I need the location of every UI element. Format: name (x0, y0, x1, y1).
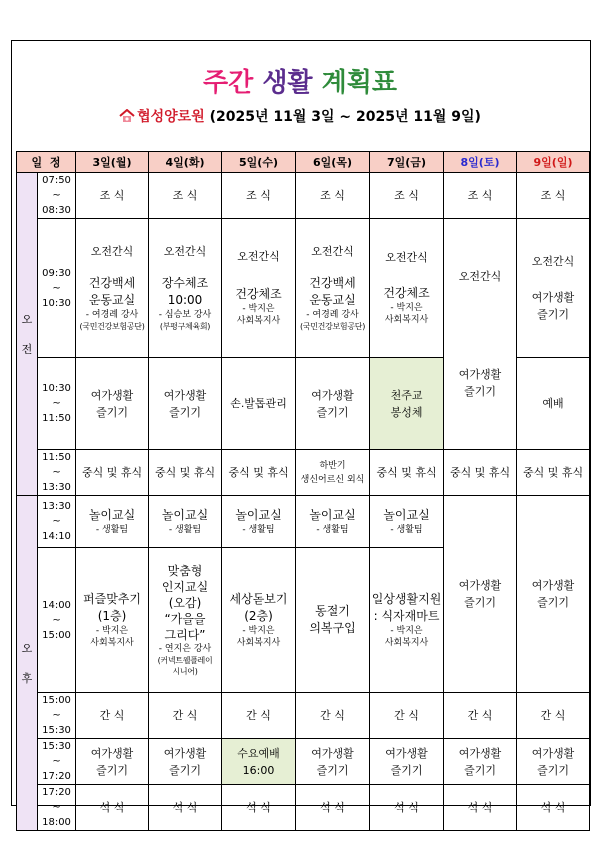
pm-thu-title: 동절기 의복구입 (309, 604, 356, 635)
snack-pm-wed: 간 식 (222, 693, 296, 739)
play-thu-by: - 생활팀 (316, 525, 349, 535)
snack-am-tue: 오전간식 (163, 245, 207, 258)
late-am-tue: 여가생활 즐기기 (149, 358, 222, 450)
pm-sat: 여가생활 즐기기 (444, 496, 517, 693)
pm-wed-title: 세상돋보기 (2층) (229, 592, 288, 623)
time-1500: 15:00 ~ 15:30 (38, 693, 76, 739)
day-header-sat: 8일(토) (444, 152, 517, 173)
am-thu-instructor: - 여경례 강사 (306, 310, 359, 320)
time-1030: 10:30 ~ 11:50 (38, 358, 76, 450)
late-am-wed: 손.발톱관리 (222, 358, 296, 450)
play-wed-title: 놀이교실 (235, 508, 282, 522)
dinner-fri: 석 식 (370, 785, 444, 831)
house-logo-icon (119, 109, 135, 123)
late-am-thu: 여가생활 즐기기 (296, 358, 370, 450)
dinner-mon: 석 식 (76, 785, 149, 831)
snack-am-sat: 오전간식 (458, 269, 502, 283)
period-pm: 오 후 (17, 496, 38, 831)
pm-wed (222, 548, 296, 693)
pm-tue-title: 맞춤형 인지교실 (오감) “가을을 그리다” (161, 564, 209, 642)
pm-tue (149, 548, 222, 693)
pm-mon (76, 548, 149, 693)
eve-sun: 여가생활 즐기기 (517, 739, 590, 785)
eve-fri: 여가생활 즐기기 (370, 739, 444, 785)
play-tue-by: - 생활팀 (168, 525, 202, 535)
play-fri-title: 놀이교실 (383, 508, 430, 522)
dinner-sun: 석 식 (517, 785, 590, 831)
row-breakfast (17, 173, 590, 219)
am-wed-title: 건강체조 (235, 287, 282, 301)
time-1720: 17:20 ~ 18:00 (38, 785, 76, 831)
day-header-mon: 3일(월) (76, 152, 149, 173)
pm-thu (296, 548, 370, 693)
cell-breakfast-sat: 조 식 (444, 173, 517, 219)
play-wed-by: - 생활팀 (242, 525, 275, 535)
snack-am-fri: 오전간식 (385, 251, 428, 264)
lunch-thu: 하반기 생신어르신 외식 (296, 450, 370, 496)
cell-am-fri (370, 219, 444, 358)
organization-name: 협성양로원 (137, 109, 205, 125)
dinner-sat: 석 식 (444, 785, 517, 831)
cell-breakfast-tue: 조 식 (149, 173, 222, 219)
play-thu (296, 496, 370, 548)
row-snack-pm (17, 693, 590, 739)
row-evening-leisure (17, 739, 590, 785)
am-thu-title: 건강백세 운동교실 (309, 276, 356, 307)
lunch-fri: 중식 및 휴식 (370, 450, 444, 496)
page-title (0, 68, 600, 98)
time-1400: 14:00 ~ 15:00 (38, 548, 76, 693)
late-am-sun: 예배 (517, 358, 590, 450)
header-row (17, 152, 590, 173)
snack-pm-thu: 간 식 (296, 693, 370, 739)
eve-wed: 수요예배 16:00 (222, 739, 296, 785)
title-word-life: 생활 (262, 68, 313, 98)
snack-pm-mon: 간 식 (76, 693, 149, 739)
cell-am-wed (222, 219, 296, 358)
late-am-fri: 천주교 봉성체 (370, 358, 444, 450)
day-header-tue: 4일(화) (149, 152, 222, 173)
dinner-tue: 석 식 (149, 785, 222, 831)
cell-am-sun (517, 219, 590, 358)
cell-breakfast-fri: 조 식 (370, 173, 444, 219)
pm-fri-by: - 박지은 사회복지사 (384, 626, 429, 648)
play-tue-title: 놀이교실 (161, 508, 209, 522)
play-fri-by: - 생활팀 (390, 525, 423, 535)
cell-breakfast-thu: 조 식 (296, 173, 370, 219)
snack-am-sun: 오전간식 (531, 254, 575, 268)
play-wed (222, 496, 296, 548)
snack-pm-tue: 간 식 (149, 693, 222, 739)
snack-pm-sat: 간 식 (444, 693, 517, 739)
am-wed-instructor: - 박지은 사회복지사 (236, 304, 281, 326)
cell-breakfast-sun: 조 식 (517, 173, 590, 219)
am-tue-org: (부평구체육회) (159, 322, 211, 331)
day-header-sun: 9일(일) (517, 152, 590, 173)
am-tue-title: 장수체조 10:00 (161, 276, 209, 307)
snack-am-thu: 오전간식 (311, 245, 354, 258)
am-fri-instructor: - 박지은 사회복지사 (384, 303, 429, 325)
time-1150: 11:50 ~ 13:30 (38, 450, 76, 496)
play-thu-title: 놀이교실 (309, 508, 356, 522)
play-mon-title: 놀이교실 (88, 508, 136, 522)
eve-sat: 여가생활 즐기기 (444, 739, 517, 785)
eve-tue: 여가생활 즐기기 (149, 739, 222, 785)
am-mon-org: (국민건강보험공단) (79, 322, 145, 331)
play-tue (149, 496, 222, 548)
pm-fri-title: 일상생활지원 : 식자재마트 (371, 592, 442, 623)
pm-wed-by: - 박지은 사회복지사 (236, 626, 281, 648)
am-mon-instructor: - 여경례 강사 (85, 310, 139, 320)
lunch-mon: 중식 및 휴식 (76, 450, 149, 496)
snack-pm-fri: 간 식 (370, 693, 444, 739)
row-lunch (17, 450, 590, 496)
cell-breakfast-mon: 조 식 (76, 173, 149, 219)
cell-am-thu (296, 219, 370, 358)
pm-mon-title: 퍼즐맞추기 (1층) (83, 592, 141, 623)
time-0930: 09:30 ~ 10:30 (38, 219, 76, 358)
cell-am-mon (76, 219, 149, 358)
am-tue-instructor: - 심승보 강사 (158, 310, 212, 320)
lunch-sun: 중식 및 휴식 (517, 450, 590, 496)
late-am-mon: 여가생활 즐기기 (76, 358, 149, 450)
schedule-table (16, 151, 590, 831)
eve-mon: 여가생활 즐기기 (76, 739, 149, 785)
pm-tue-org: (커넥트웰플레이 시니어) (157, 656, 213, 676)
day-header-wed: 5일(수) (222, 152, 296, 173)
subtitle (0, 108, 600, 126)
header-label: 일 정 (17, 152, 76, 173)
snack-pm-sun: 간 식 (517, 693, 590, 739)
day-header-fri: 7일(금) (370, 152, 444, 173)
schedule-period: (2025년 11월 3일 ~ 2025년 11월 9일) (209, 109, 481, 125)
row-dinner (17, 785, 590, 831)
am-thu-org: (국민건강보험공단) (299, 322, 366, 331)
dinner-thu: 석 식 (296, 785, 370, 831)
time-1330: 13:30 ~ 14:10 (38, 496, 76, 548)
time-1530: 15:30 ~ 17:20 (38, 739, 76, 785)
play-mon (76, 496, 149, 548)
pm-fri (370, 548, 444, 693)
title-word-plan: 계획표 (321, 68, 397, 98)
pm-sun: 여가생활 즐기기 (517, 496, 590, 693)
cell-am-sat (444, 219, 517, 450)
dinner-wed: 석 식 (222, 785, 296, 831)
pm-mon-by: - 박지은 사회복지사 (90, 626, 134, 648)
time-0750: 07:50 ~ 08:30 (38, 173, 76, 219)
am-fri-title: 건강체조 (383, 286, 430, 300)
row-morning-program (17, 219, 590, 358)
snack-am-wed: 오전간식 (237, 250, 280, 263)
day-header-thu: 6일(목) (296, 152, 370, 173)
am-mon-title: 건강백세 운동교실 (88, 276, 136, 307)
cell-breakfast-wed: 조 식 (222, 173, 296, 219)
play-fri (370, 496, 444, 548)
row-play (17, 496, 590, 548)
am-sun-leisure: 여가생활 즐기기 (531, 290, 575, 321)
play-mon-by: - 생활팀 (95, 525, 129, 535)
lunch-wed: 중식 및 휴식 (222, 450, 296, 496)
am-sat-leisure: 여가생활 즐기기 (458, 367, 502, 398)
period-am: 오 전 (17, 173, 38, 496)
lunch-tue: 중식 및 휴식 (149, 450, 222, 496)
title-word-weekly: 주간 (203, 68, 254, 98)
pm-tue-by: - 연지은 강사 (158, 644, 212, 654)
cell-am-tue (149, 219, 222, 358)
lunch-sat: 중식 및 휴식 (444, 450, 517, 496)
snack-am-mon: 오전간식 (90, 245, 134, 258)
eve-thu: 여가생활 즐기기 (296, 739, 370, 785)
